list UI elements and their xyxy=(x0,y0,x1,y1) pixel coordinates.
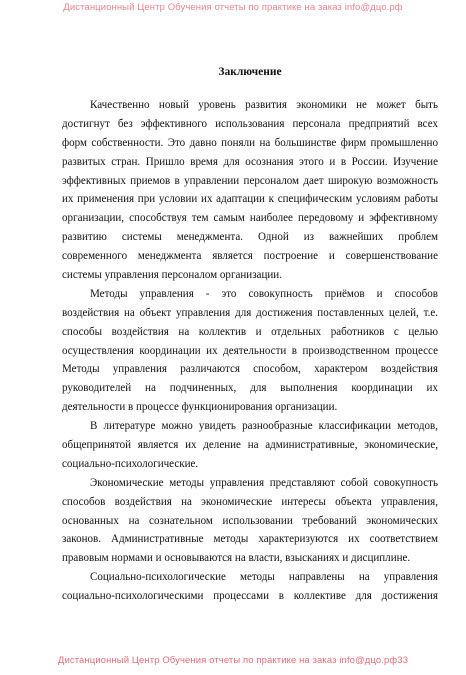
text-line: развитых стран. Пришло время для осознания этого и в России. Изучение xyxy=(62,155,438,168)
document-page xyxy=(62,64,438,606)
text-line: организации, способствуя тем самым наиболее передовому и эффективному xyxy=(62,212,438,225)
page-title: Заключение xyxy=(218,66,282,78)
text-line: Методы управления различаются способом, характером воздействия xyxy=(62,363,438,376)
text-line: эффективных приемов в управлении персоналом дает широкую возможность xyxy=(62,174,438,187)
watermark-top: Дистанционный Центр Обучения отчеты по практике на заказ info@дцо.рф xyxy=(63,2,403,13)
text-line: Экономические методы управления представляют собой совокупность xyxy=(90,476,438,489)
text-line: способов воздействия на экономические интересы объекта управления, xyxy=(62,495,438,508)
text-line: деятельности в процессе функционирования организации. xyxy=(62,401,338,414)
text-line: правовым нормами и основываются на власти, взысканиях и дисциплине. xyxy=(62,552,411,565)
text-line: осуществления координации их деятельности в производственном процессе xyxy=(62,344,438,357)
text-line: В литературе можно увидеть разнообразные классификации методов, xyxy=(90,420,438,433)
text-line: Качественно новый уровень развития экономики не может быть xyxy=(90,99,438,111)
text-line: законов. Административные методы характеризуются их соответствием xyxy=(62,533,438,546)
text-line: воздействия на объект управления для достижения поставленных целей, т.е. xyxy=(62,306,438,319)
text-line: социально-психологическими процессами в коллективе для достижения xyxy=(62,590,438,603)
paragraph-5 xyxy=(62,568,438,606)
paragraph-3 xyxy=(62,417,438,474)
text-line: основанных на сознательном использовании требований экономических xyxy=(62,514,438,527)
text-line: Методы управления - это совокупность приёмов и способов xyxy=(90,287,438,300)
text-line: социально-психологические. xyxy=(62,457,199,470)
paragraph-1 xyxy=(62,96,438,285)
text-line: современного менеджмента является построение и совершенствование xyxy=(62,250,438,263)
text-line: достигнут без эффективного использования персонала предприятий всех xyxy=(62,117,438,130)
text-line: развитию системы менеджмента. Одной из важнейших проблем xyxy=(62,231,438,244)
text-line: системы управления персоналом организации. xyxy=(62,269,282,282)
paragraph-4 xyxy=(62,474,438,568)
text-line: способы воздействия на коллектив и отдельных работников с целью xyxy=(62,325,438,338)
text-line: общепринятой является их деление на административные, экономические, xyxy=(62,439,438,452)
paragraph-2 xyxy=(62,285,438,417)
text-line: руководителей на подчиненных, для выполнения координации их xyxy=(62,382,438,395)
watermark-bottom: Дистанционный Центр Обучения отчеты по практике на заказ info@дцо.рф33 xyxy=(57,655,409,666)
text-line: форм собственности. Это давно поняли на большинстве фирм промышленно xyxy=(62,136,438,149)
text-line: их применения при условии их адаптации к специфическим условиям работы xyxy=(62,193,438,206)
text-line: Социально-психологические методы направлены на управления xyxy=(90,571,438,584)
